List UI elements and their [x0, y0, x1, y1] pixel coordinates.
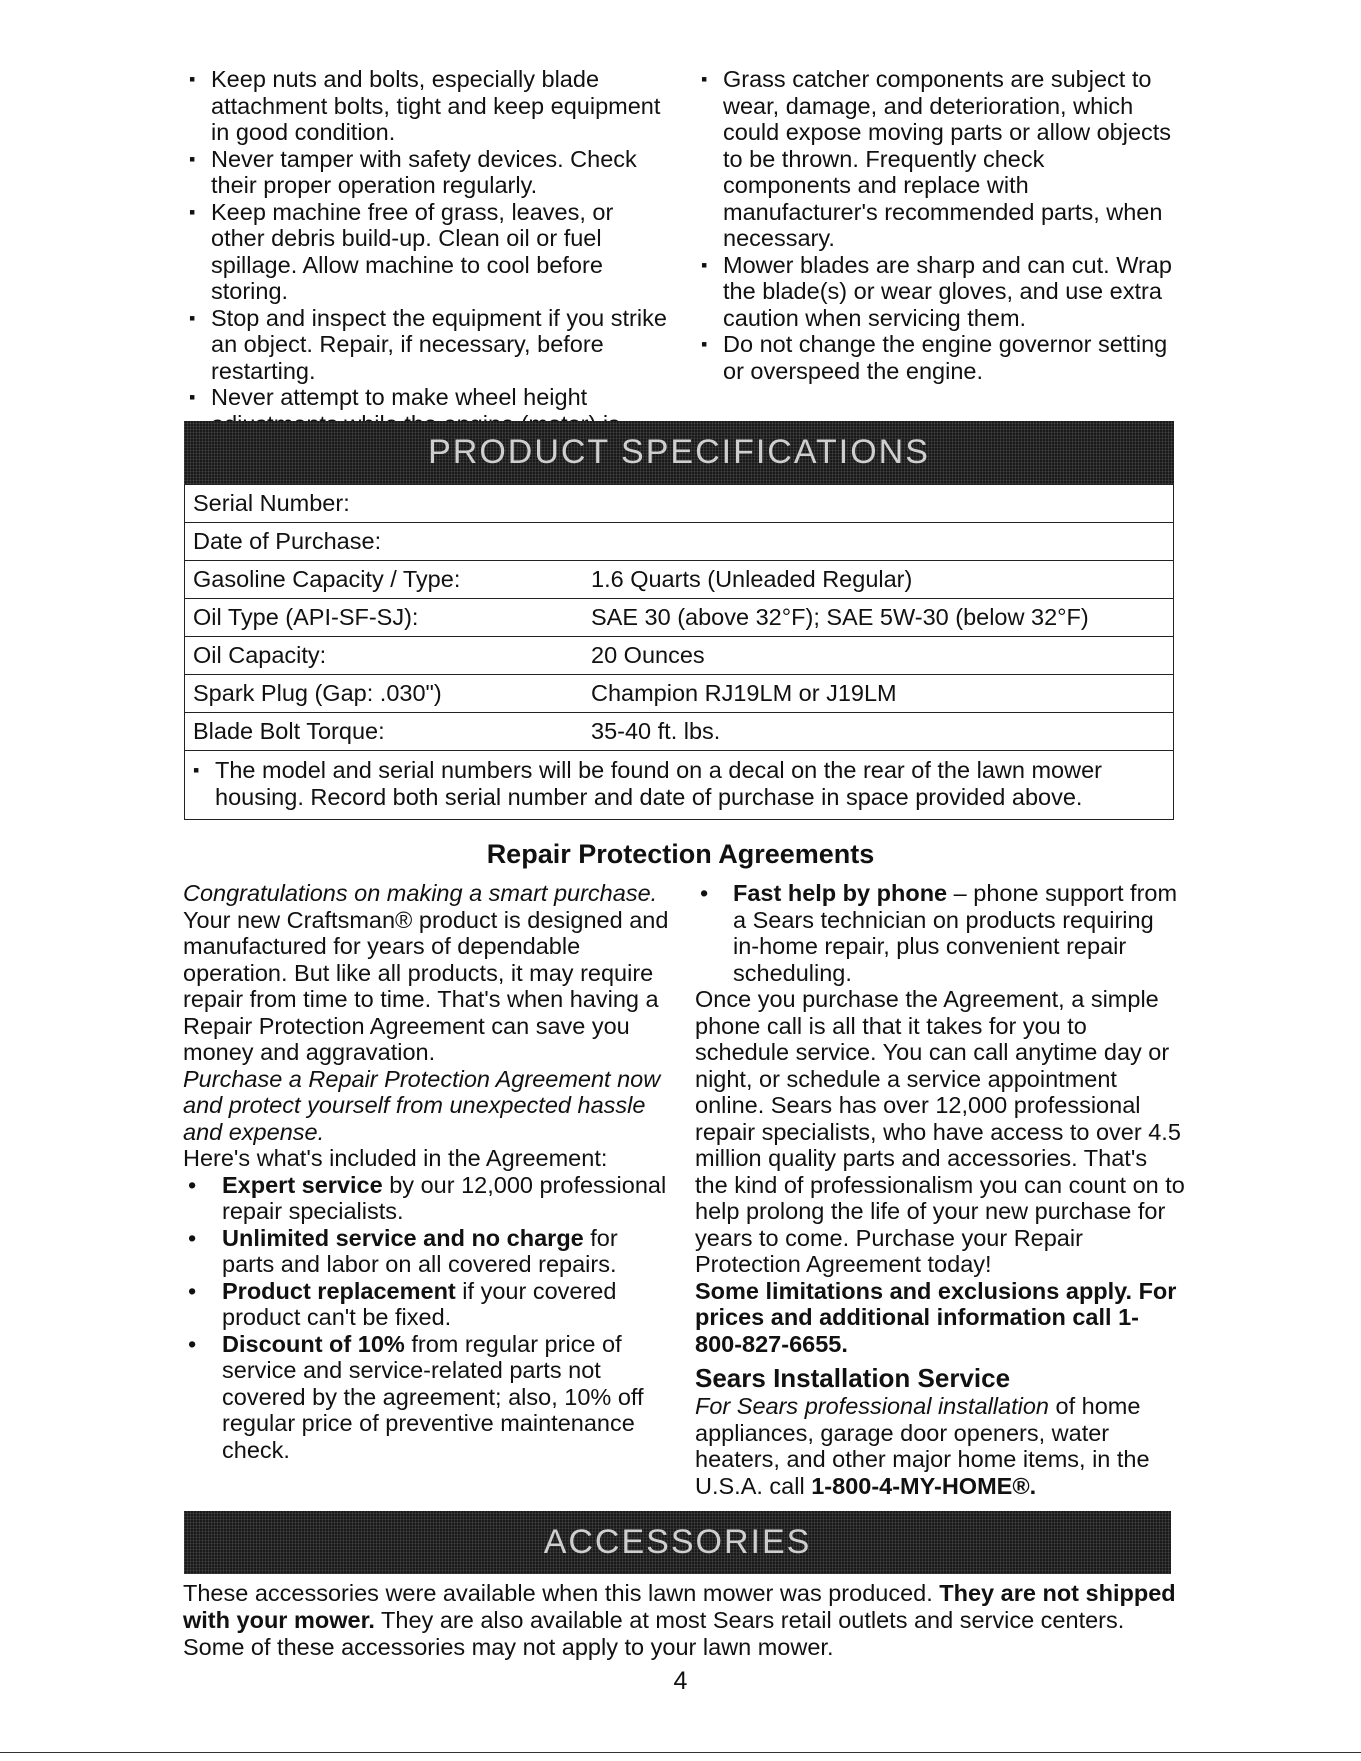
benefit-text: by our 12,000 professional repair specialists. — [222, 1171, 667, 1224]
spec-value: 20 Ounces — [583, 637, 1174, 675]
accessories-banner — [184, 1511, 1171, 1574]
spec-label: Gasoline Capacity / Type: — [185, 561, 584, 599]
benefit-title: Fast help by phone — [733, 880, 948, 906]
agreement-benefits-list — [183, 1172, 673, 1464]
product-specifications-banner — [184, 421, 1174, 484]
repair-protection-heading: Repair Protection Agreements — [486, 839, 875, 869]
spec-label: Serial Number: — [185, 485, 584, 523]
spec-value — [583, 523, 1174, 561]
table-row — [185, 637, 1174, 675]
safety-item: ▪ Never tamper with safety devices. Check their proper operation regularly. — [183, 146, 673, 199]
list-item — [183, 1172, 673, 1225]
safety-item: ▪ Stop and inspect the equipment if you strike an object. Repair, if necessary, before restarting. — [183, 305, 673, 385]
table-row — [185, 713, 1174, 751]
intro-text: Your new Craftsman® product is designed and manufactured for years of dependable operation. But like all products, it may require repair from time to time. That's when having a Repair Protection Agreement can save you money and aggravation. — [183, 906, 669, 1065]
included-text: Here's what's included in the Agreement: — [183, 1145, 608, 1171]
table-row — [185, 561, 1174, 599]
table-row — [185, 485, 1174, 523]
safety-item: ▪ Mower blades are sharp and can cut. Wrap the blade(s) or wear gloves, and use extra caution when servicing them. — [695, 252, 1175, 332]
intro-paragraph — [183, 880, 673, 1066]
spec-value: 35-40 ft. lbs. — [583, 713, 1174, 751]
safety-item: ▪ Never attempt to make wheel height — [183, 384, 673, 464]
list-item — [183, 1278, 673, 1331]
benefit-text: if your covered product can't be fixed. — [222, 1277, 617, 1330]
spec-value: SAE 30 (above 32°F); SAE 5W-30 (below 32°F) — [583, 599, 1174, 637]
spec-label: Oil Type (API-SF-SJ): — [185, 599, 584, 637]
accessories-text-bold: They are not shipped with your mower. — [183, 1580, 1176, 1633]
benefit-text: from regular price of service and service-related parts not covered by the agreement; also, 10% off regular price of preventive maintenance check. — [222, 1330, 644, 1463]
serial-number-note — [185, 751, 1174, 820]
schedule-paragraph: Once you purchase the Agreement, a simple phone call is all that it takes for you to schedule service. You can call anytime day or night, or schedule a service appointment online. Sears has over 12,000 professional repair specialists, who have access to over 4.5 million quality parts and accessories. That's the kind of professionalism you can count on to help prolong the life of your new purchase for years to come. Purchase your Repair Protection Agreement today! — [695, 986, 1185, 1277]
benefit-title: Discount of 10% — [222, 1330, 405, 1357]
banner-title: PRODUCT SPECIFICATIONS — [428, 433, 930, 471]
installation-heading: Sears Installation Service — [695, 1363, 1011, 1393]
safety-item: ▪ Keep machine free of grass, leaves, or other debris build-up. Clean oil or fuel spillage. Allow machine to cool before storing. — [183, 199, 673, 305]
bottom-divider — [0, 1752, 1361, 1753]
spec-value: Champion RJ19LM or J19LM — [583, 675, 1174, 713]
benefit-title: Product replacement — [222, 1277, 456, 1304]
safety-list-left — [183, 66, 673, 464]
accessories-text-start: These accessories were available when this lawn mower was produced. — [183, 1580, 940, 1606]
spec-value — [583, 485, 1174, 523]
spec-label: Oil Capacity: — [185, 637, 584, 675]
banner-title: ACCESSORIES — [543, 1523, 812, 1561]
safety-item: ▪ Grass catcher components are subject to wear, damage, and deterioration, which could expose moving parts or allow objects to be thrown. Frequently check components and replace with manufacturer's recommended parts, when necessary. — [695, 66, 1175, 252]
note-line-1: ▪ The model and serial numbers will be found on a decal on the rear of the lawn mower — [193, 757, 1165, 784]
purchase-paragraph: Purchase a Repair Protection Agreement now and protect yourself from unexpected hassle and expense. — [183, 1065, 661, 1145]
rpa-right-column — [695, 880, 1185, 1499]
table-row — [185, 751, 1174, 820]
spec-label: Spark Plug (Gap: .030") — [185, 675, 584, 713]
benefit-title: Unlimited service and no charge — [222, 1224, 584, 1251]
installation-text: of home appliances, garage door openers, water heaters, and other major home items, in the U.S.A. call — [695, 1393, 1150, 1499]
spec-label: Date of Purchase: — [185, 523, 584, 561]
list-item — [183, 1225, 673, 1278]
table-row — [185, 675, 1174, 713]
installation-italic: For Sears professional installation — [695, 1393, 1049, 1419]
intro-italic: Congratulations on making a smart purchase. — [183, 880, 658, 906]
accessories-text-end: They are also available at most Sears retail outlets and service centers. Some of these accessories may not apply to your lawn mower. — [183, 1607, 1125, 1660]
safety-item: ▪ Keep nuts and bolts, especially blade attachment bolts, tight and keep equipment in good condition. — [183, 66, 673, 146]
safety-item: ▪ Do not change the engine governor setting or overspeed the engine. — [695, 331, 1175, 384]
table-row — [185, 523, 1174, 561]
spec-value: 1.6 Quarts (Unleaded Regular) — [583, 561, 1174, 599]
installation-phone: 1-800-4-MY-HOME®. — [811, 1472, 1037, 1499]
accessories-paragraph — [183, 1580, 1178, 1661]
list-item — [695, 880, 1185, 986]
spec-label: Blade Bolt Torque: — [185, 713, 584, 751]
installation-paragraph — [695, 1393, 1185, 1499]
rpa-left-column — [183, 880, 673, 1463]
benefit-text: – phone support from a Sears technician on products requiring in-home repair, plus convenient repair scheduling. — [733, 880, 1178, 986]
phone-help-list — [695, 880, 1185, 986]
page-number: 4 — [673, 1667, 688, 1695]
note-line-2: housing. Record both serial number and date of purchase in space provided above. — [215, 784, 1083, 810]
specifications-table — [184, 484, 1174, 820]
safety-list-right — [695, 66, 1175, 384]
list-item — [183, 1331, 673, 1464]
limitations-text: Some limitations and exclusions apply. For prices and additional information call 1-800-827-6655. — [695, 1277, 1177, 1357]
benefit-title: Expert service — [222, 1171, 383, 1198]
table-row — [185, 599, 1174, 637]
benefit-text: for parts and labor on all covered repairs. — [222, 1224, 618, 1277]
